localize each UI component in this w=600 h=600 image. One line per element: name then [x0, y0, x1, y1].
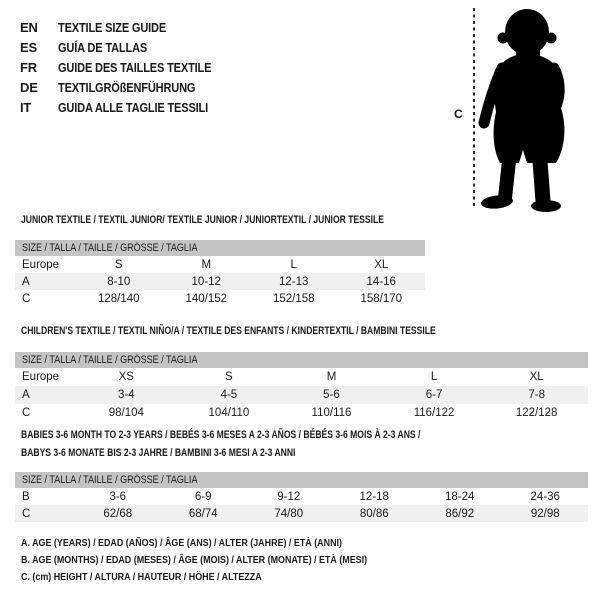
row-label: A	[22, 275, 30, 288]
lang-row-de	[20, 77, 238, 97]
size-header-bar	[15, 472, 588, 488]
table-row	[15, 488, 588, 505]
size-cell: XS	[118, 371, 134, 383]
row-label: C	[22, 407, 31, 419]
lang-code: IT	[20, 99, 32, 115]
lang-row-es	[20, 37, 238, 57]
size-cell: 3-4	[117, 389, 135, 401]
size-cell: S	[225, 371, 233, 383]
lang-code: FR	[20, 59, 37, 75]
babies-size-table	[15, 472, 588, 522]
size-cell: 116/122	[413, 407, 455, 419]
row-label: C	[22, 292, 31, 305]
size-cell: 158/170	[360, 292, 403, 305]
size-header-bar	[15, 240, 425, 256]
size-cell: 128/140	[97, 292, 140, 305]
size-header-text: SIZE / TALLA / TAILLE / GRÖSSE / TAGLIA	[22, 354, 198, 366]
junior-section-title: JUNIOR TEXTILE / TEXTIL JUNIOR/ TEXTILE JUNIOR / JUNIORTEXTIL / JUNIOR TESSILE	[21, 214, 384, 226]
lang-title: TEXTILGRÖßENFÜHRUNG	[58, 79, 196, 95]
size-cell: M	[326, 371, 337, 383]
size-cell: 68/74	[188, 507, 218, 520]
row-label: A	[22, 389, 30, 401]
babies-section-title-line2: BABYS 3-6 MONATE BIS 2-3 JAHRE / BAMBINI 3-6 MESI A 2-3 ANNI	[21, 447, 296, 459]
size-cell: 80/86	[359, 507, 389, 520]
size-cell: 140/152	[185, 292, 228, 305]
size-cell: XL	[529, 371, 544, 383]
row-label: Europe	[22, 371, 60, 383]
lang-code: DE	[20, 79, 38, 95]
size-cell: XL	[374, 258, 389, 271]
size-header-text: SIZE / TALLA / TAILLE / GRÖSSE / TAGLIA	[22, 474, 198, 486]
children-size-table	[15, 352, 588, 422]
size-cell: 86/92	[445, 507, 475, 520]
size-header-text: SIZE / TALLA / TAILLE / GRÖSSE / TAGLIA	[22, 242, 198, 254]
size-cell: 7-8	[528, 389, 545, 401]
size-cell: M	[201, 258, 212, 271]
size-cell: 12-18	[359, 490, 389, 503]
size-cell: 12-13	[279, 275, 309, 288]
size-cell: 6-9	[194, 490, 212, 503]
size-cell: 24-36	[530, 490, 560, 503]
table-row	[15, 368, 588, 386]
lang-code: ES	[20, 39, 37, 55]
size-cell: 10-12	[191, 275, 221, 288]
note-age-months: B. AGE (MONTHS) / EDAD (MESES) / ÂGE (MOIS) / ALTER (MONATE) / ETÀ (MESI)	[21, 554, 368, 566]
lang-row-en	[20, 17, 238, 37]
note-age-years: A. AGE (YEARS) / EDAD (AÑOS) / ÂGE (ANS) / ALTER (JAHRE) / ETÀ (ANNI)	[21, 537, 342, 549]
table-row	[15, 505, 588, 522]
size-cell: L	[290, 258, 297, 271]
table-row	[15, 290, 425, 307]
table-row	[15, 256, 425, 273]
size-cell: 110/116	[311, 407, 352, 419]
legend-notes	[21, 537, 428, 588]
height-measure-label: C	[454, 107, 463, 121]
row-label: C	[22, 507, 31, 520]
size-cell: 8-10	[107, 275, 131, 288]
size-cell: 3-6	[109, 490, 127, 503]
size-cell: S	[114, 258, 123, 271]
table-row	[15, 273, 425, 290]
size-cell: 9-12	[277, 490, 301, 503]
lang-code: EN	[20, 19, 38, 35]
size-cell: 104/110	[208, 407, 250, 419]
size-cell: 74/80	[274, 507, 304, 520]
size-cell: 18-24	[445, 490, 475, 503]
lang-title: GUIDE DES TAILLES TEXTILE	[58, 59, 212, 75]
size-cell: 152/158	[272, 292, 315, 305]
lang-row-fr	[20, 57, 238, 77]
size-cell: 4-5	[220, 389, 238, 401]
size-cell: L	[430, 371, 438, 383]
size-cell: 6-7	[425, 389, 443, 401]
lang-title: GUIDA ALLE TAGLIE TESSILI	[58, 99, 209, 115]
table-row	[15, 404, 588, 422]
row-label: B	[22, 490, 30, 503]
note-height-cm: C. (cm) HEIGHT / ALTURA / HAUTEUR / HÖHE / ALTEZZA	[21, 571, 262, 583]
size-cell: 62/68	[103, 507, 133, 520]
size-cell: 98/104	[108, 407, 144, 419]
language-title-list	[20, 17, 238, 117]
babies-section-title-line1: BABIES 3-6 MONTH TO 2-3 YEARS / BEBÉS 3-6 MESES A 2-3 AÑOS / BÉBÉS 3-6 MOIS À 2-3 ANS /	[21, 429, 421, 441]
size-cell: 92/98	[530, 507, 560, 520]
junior-size-table	[15, 240, 425, 307]
baby-silhouette-icon	[467, 6, 585, 212]
size-cell: 14-16	[366, 275, 396, 288]
row-label: Europe	[22, 258, 60, 271]
size-cell: 5-6	[323, 389, 340, 401]
lang-row-it	[20, 97, 238, 117]
table-row	[15, 386, 588, 404]
size-header-bar	[15, 352, 588, 368]
size-cell: 122/128	[515, 407, 558, 419]
children-section-title: CHILDREN'S TEXTILE / TEXTIL NIÑO/A / TEXTILE DES ENFANTS / KINDERTEXTIL / BAMBINI TESSILE	[21, 325, 436, 337]
lang-title: TEXTILE SIZE GUIDE	[58, 19, 167, 35]
lang-title: GUÍA DE TALLAS	[58, 39, 148, 55]
